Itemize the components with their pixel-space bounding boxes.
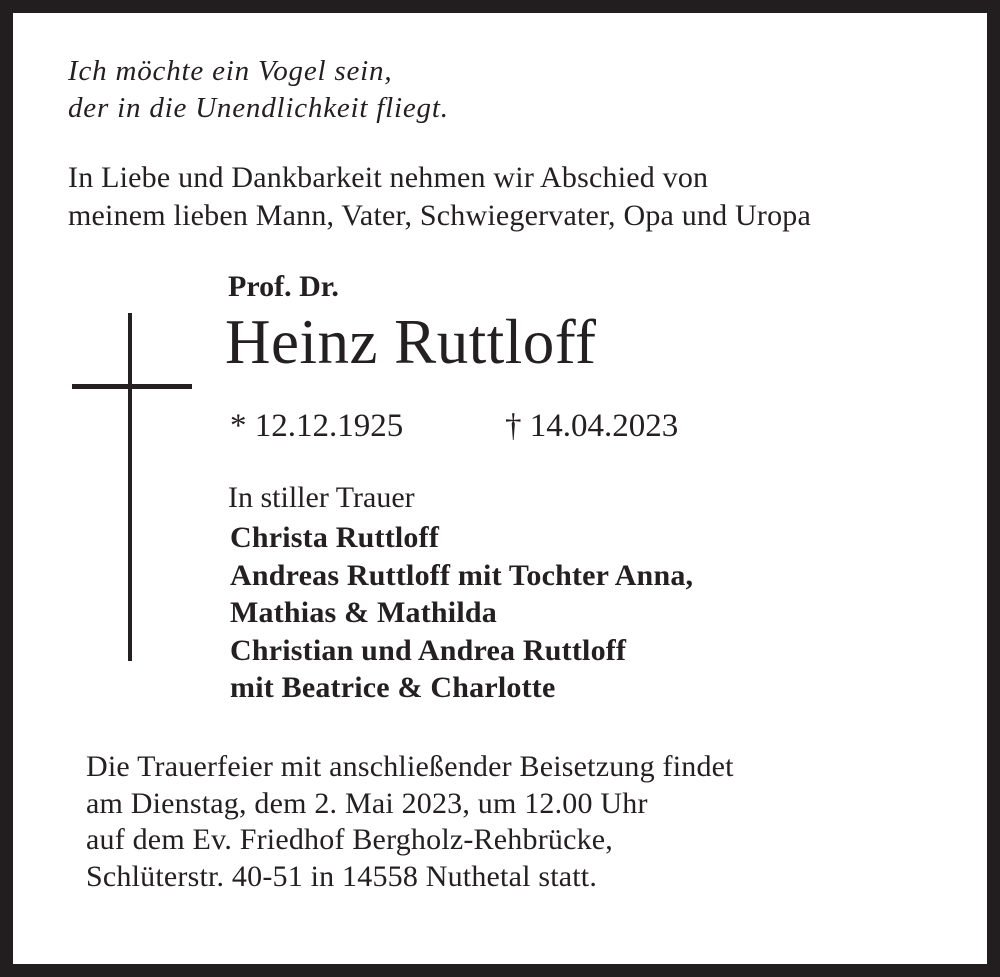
mourner-line-5: mit Beatrice & Charlotte xyxy=(230,671,556,704)
cross-vertical-bar xyxy=(128,313,132,661)
birth-date: * 12.12.1925 xyxy=(230,408,404,444)
epigraph-line-2: der in die Unendlichkeit fliegt. xyxy=(68,92,449,124)
death-date: † 14.04.2023 xyxy=(505,408,679,444)
mourning-intro: In stiller Trauer xyxy=(228,481,415,514)
funeral-line-3: auf dem Ev. Friedhof Bergholz-Rehbrücke, xyxy=(86,823,614,856)
epigraph xyxy=(68,53,449,127)
funeral-line-4: Schlüterstr. 40-51 in 14558 Nuthetal statt. xyxy=(86,859,598,893)
epigraph-line-1: Ich möchte ein Vogel sein, xyxy=(68,55,393,87)
mourner-line-4: Christian und Andrea Ruttloff xyxy=(230,633,627,667)
funeral-line-1: Die Trauerfeier mit anschließender Beisetzung findet xyxy=(86,750,734,783)
funeral-line-2: am Dienstag, dem 2. Mai 2023, um 12.00 Uhr xyxy=(86,786,648,820)
intro-paragraph xyxy=(68,159,811,235)
mourner-line-3: Mathias & Mathilda xyxy=(230,596,497,629)
intro-line-1: In Liebe und Dankbarkeit nehmen wir Abschied von xyxy=(68,161,709,194)
deceased-title-prefix: Prof. Dr. xyxy=(228,270,339,303)
cross-horizontal-bar xyxy=(72,384,192,389)
mourners-list xyxy=(230,519,693,707)
deceased-name: Heinz Ruttloff xyxy=(225,307,597,377)
mourner-line-2: Andreas Ruttloff mit Tochter Anna, xyxy=(230,558,694,592)
funeral-info xyxy=(86,749,734,895)
intro-line-2: meinem lieben Mann, Vater, Schwiegervater, Opa und Uropa xyxy=(68,199,812,232)
life-dates xyxy=(230,405,730,447)
mourner-line-1: Christa Ruttloff xyxy=(230,521,440,554)
